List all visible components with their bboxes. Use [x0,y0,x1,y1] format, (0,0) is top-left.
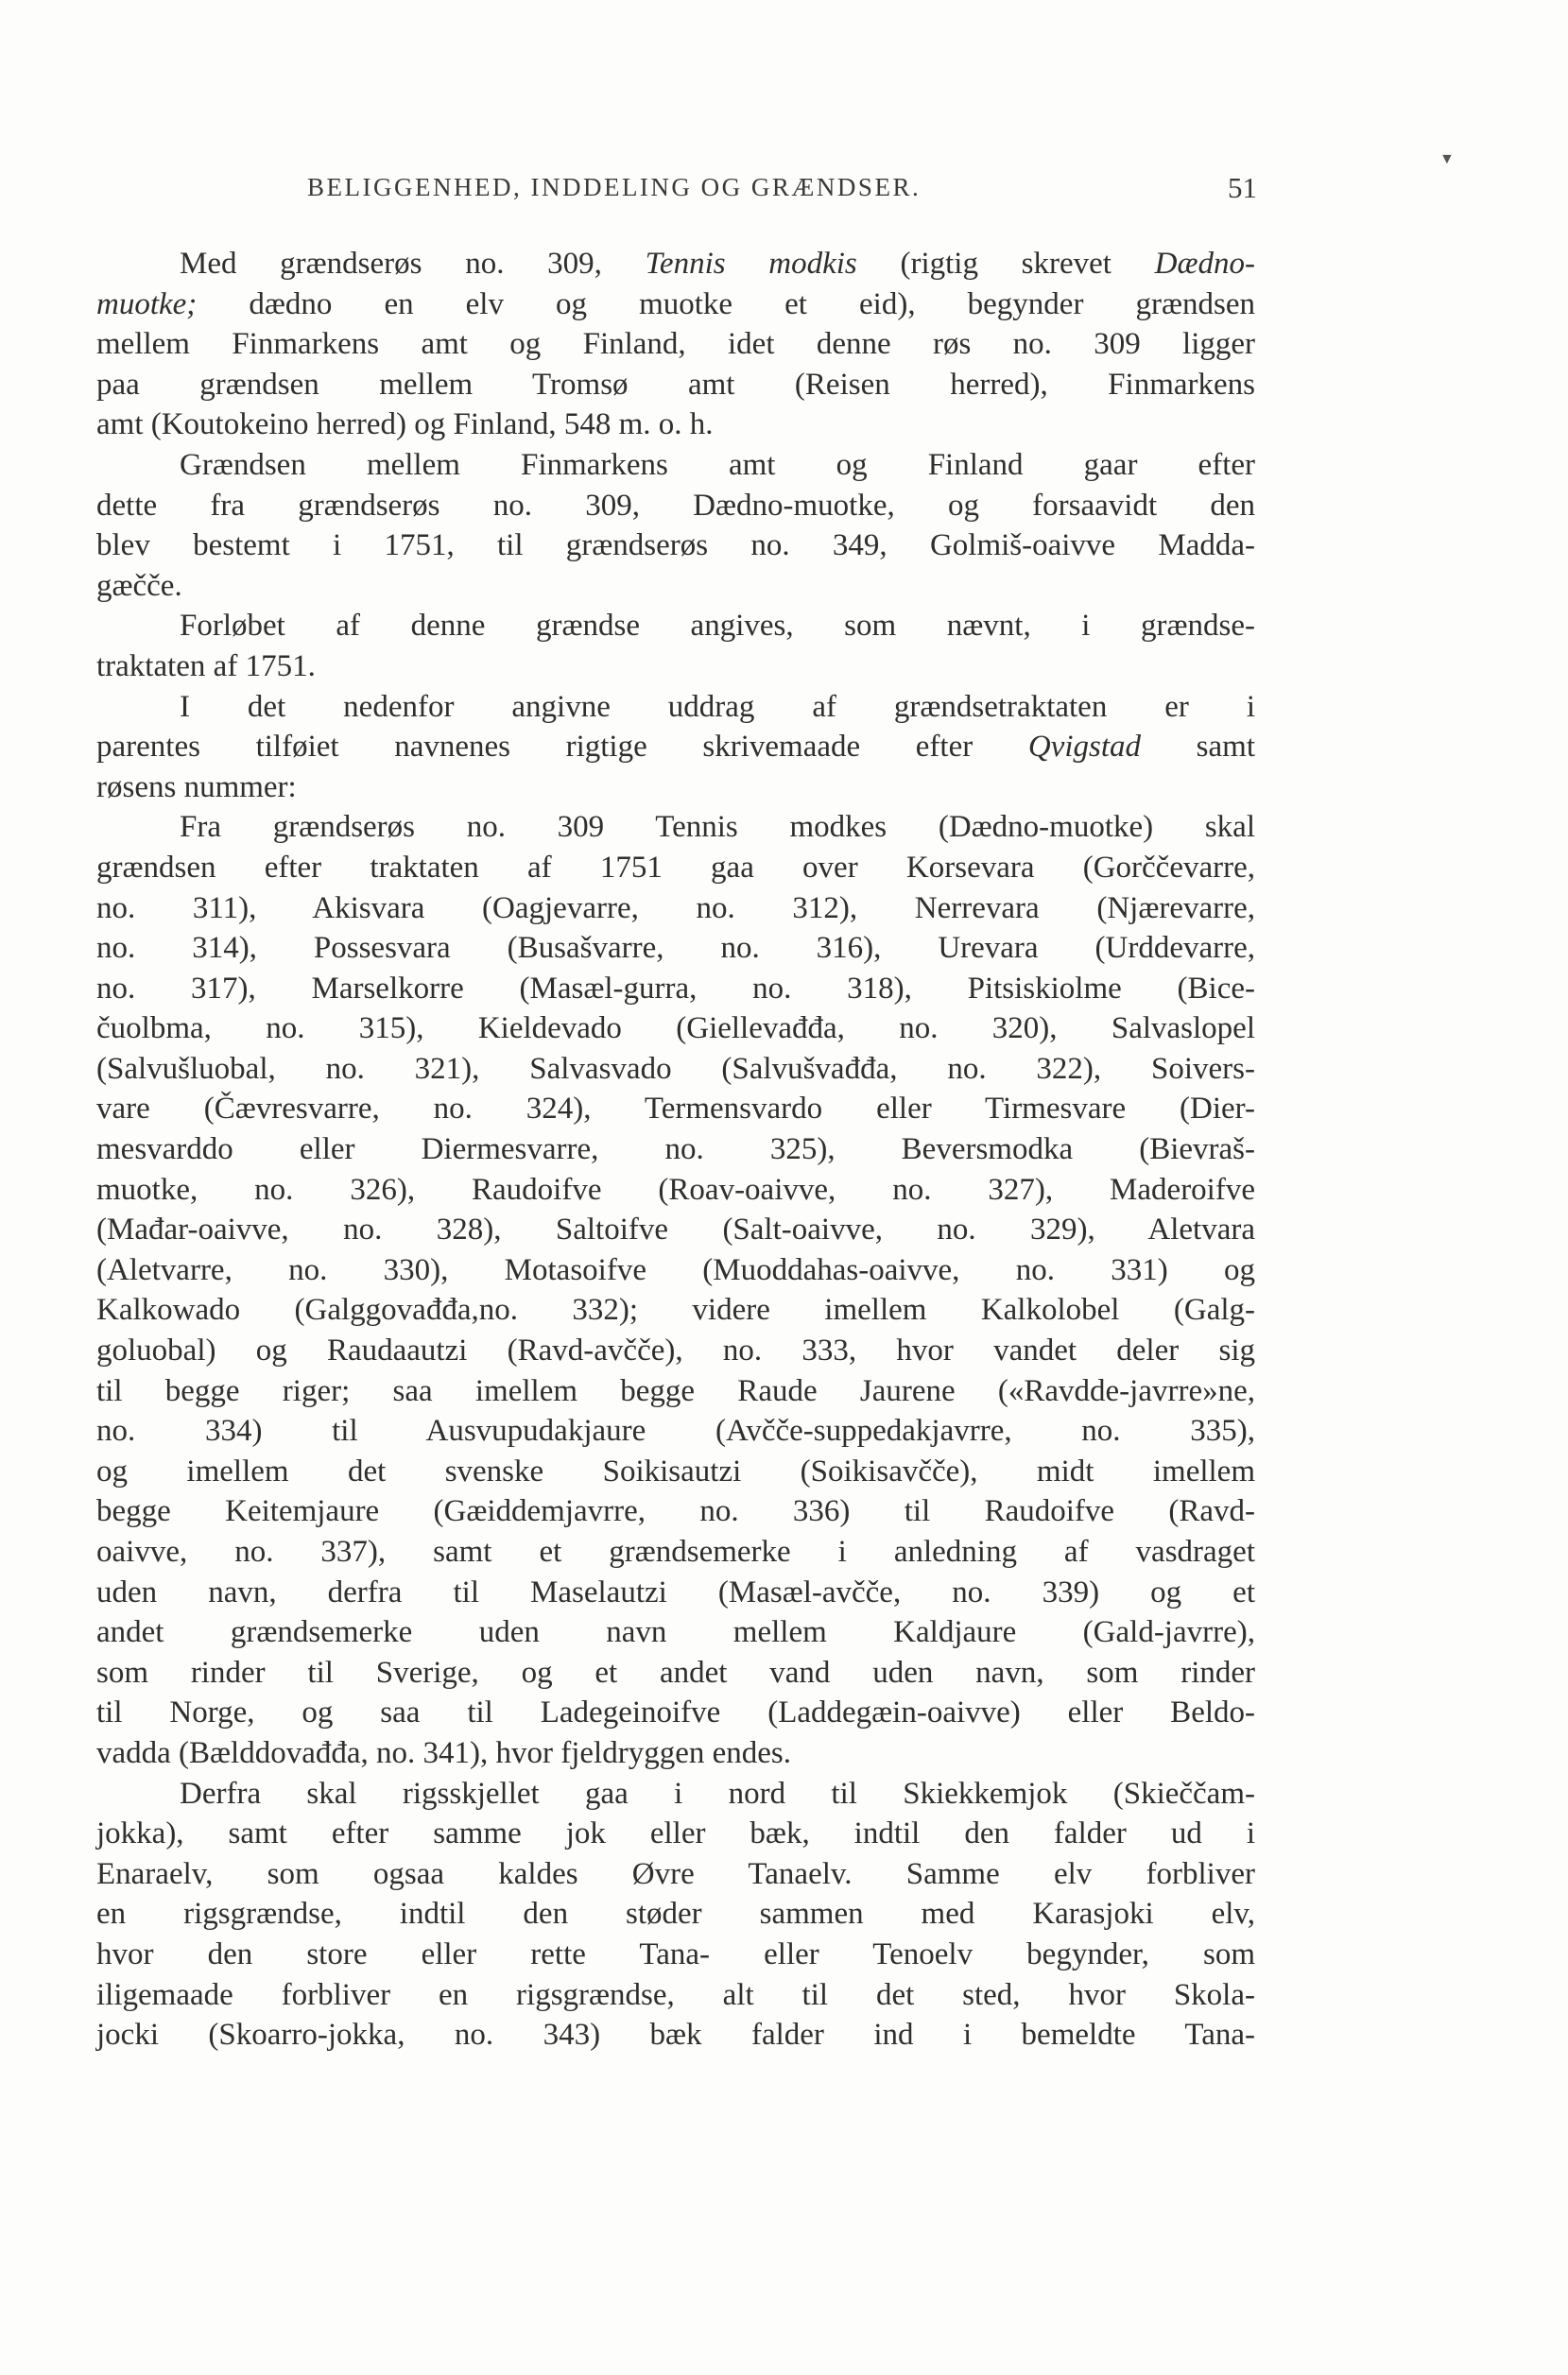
text-line [96,767,1255,808]
corner-mark: ▼ [1439,151,1455,167]
text-line [96,324,1255,365]
italic-text: Dædno- [1154,247,1255,281]
text-line [96,1049,1255,1090]
line-text: dette fra grændserøs no. 309, Dædno-muotke, og forsaavidt den [96,488,1255,523]
line-text: en rigsgrændse, indtil den støder sammen med Karasjoki elv, [96,1897,1255,1932]
text-line [96,1210,1255,1250]
line-text: Derfra skal rigsskjellet gaa i nord til Skiekkemjok (Skieččam- [180,1776,1255,1811]
line-text: traktaten af 1751. [96,648,316,683]
text-line [96,646,1255,687]
text-line [96,1250,1255,1291]
text-line [96,928,1255,969]
text-line [96,1612,1255,1653]
paragraph [96,807,1255,1773]
line-text: čuolbma, no. 315), Kieldevado (Giellevađđa, no. 320), Salvaslopel [96,1011,1255,1046]
line-text: (rigtig skrevet [856,247,1155,281]
line-text: mesvarddo eller Diermesvarre, no. 325), Beversmodka (Bievraš- [96,1132,1255,1167]
text-line [96,1854,1255,1895]
line-text: blev bestemt i 1751, til grændserøs no. 349, Golmiš-oaivve Madda- [96,528,1255,563]
line-text: som rinder til Sverige, og et andet vand uden navn, som rinder [96,1655,1255,1690]
text-line [96,1371,1255,1412]
line-text: no. 334) til Ausvupudakjaure (Avčče-suppedakjavrre, no. 335), [96,1414,1255,1449]
line-text: muotke, no. 326), Raudoifve (Roav-oaivve, no. 327), Maderoifve [96,1172,1255,1207]
line-text: parentes tilføiet navnenes rigtige skrivemaade efter [96,730,1028,765]
paragraph [96,1774,1255,2056]
text-line [96,284,1255,325]
italic-text: Qvigstad [1027,730,1142,765]
text-line [96,807,1255,848]
text-line [96,969,1255,1009]
text-line [96,848,1255,888]
line-text: jokka), samt efter samme jok eller bæk, indtil den falder ud i [96,1816,1255,1851]
italic-text: muotke; [96,286,198,321]
line-text: røsens nummer: [96,769,297,804]
text-line [96,1331,1255,1371]
text-line [96,1894,1255,1935]
line-text: I det nedenfor angivne uddrag af grændsetraktaten er i [180,689,1255,724]
text-line [96,1089,1255,1129]
line-text: andet grændsemerke uden navn mellem Kaldjaure (Gald-javrre), [96,1615,1255,1650]
line-text: jocki (Skoarro-jokka, no. 343) bæk falder ind i bemeldte Tana- [96,2018,1255,2053]
line-text: no. 314), Possesvara (Busašvarre, no. 316), Urevara (Urddevarre, [96,931,1255,966]
text-line [96,404,1255,445]
text-line [96,727,1255,767]
paragraph [96,606,1255,686]
line-text: Kalkowado (Galggovađđa,no. 332); videre imellem Kalkolobel (Galg- [96,1293,1255,1328]
line-text: (Salvušluobal, no. 321), Salvasvado (Salvušvađđa, no. 322), Soivers- [96,1051,1255,1086]
line-text: til begge riger; saa imellem begge Raude Jaurene («Ravdde-javrre»ne, [96,1373,1255,1408]
text-line [96,525,1255,566]
text-line [96,1774,1255,1815]
line-text: mellem Finmarkens amt og Finland, idet denne røs no. 309 ligger [96,327,1255,362]
text-line [96,445,1255,486]
line-text: vare (Čævresvarre, no. 324), Termensvardo eller Tirmesvare (Dier- [96,1092,1255,1127]
text-line [96,1452,1255,1492]
text-line [96,486,1255,526]
line-text: og imellem det svenske Soikisautzi (Soikisavčče), midt imellem [96,1454,1255,1489]
line-text: vadda (Bælddovađđa, no. 341), hvor fjeldryggen endes. [96,1735,791,1770]
text-line [96,244,1255,284]
line-text: Grændsen mellem Finmarkens amt og Finland gaar efter [180,447,1255,482]
text-line [96,566,1255,607]
text-line [96,1693,1255,1733]
line-text: paa grændsen mellem Tromsø amt (Reisen herred), Finmarkens [96,367,1255,402]
line-text: amt (Koutokeino herred) og Finland, 548 m. o. h. [96,407,714,442]
line-text: samt [1141,730,1255,765]
text-line [96,1573,1255,1613]
text-line [96,1935,1255,1975]
text-line [96,1170,1255,1211]
paragraph [96,445,1255,606]
line-text: Fra grændserøs no. 309 Tennis modkes (Dædno-muotke) skal [180,810,1255,845]
text-line [96,1008,1255,1049]
paragraph [96,244,1255,445]
line-text: Enaraelv, som ogsaa kaldes Øvre Tanaelv. Samme elv forbliver [96,1856,1255,1891]
text-line [96,1532,1255,1573]
line-text: uden navn, derfra til Maselautzi (Masæl-avčče, no. 339) og et [96,1575,1255,1609]
line-text: no. 311), Akisvara (Oagjevarre, no. 312), Nerrevara (Njærevarre, [96,890,1255,925]
text-line [96,1290,1255,1331]
text-line [96,888,1255,929]
line-text: begge Keitemjaure (Gæiddemjavrre, no. 336) til Raudoifve (Ravd- [96,1494,1255,1529]
text-line [96,1653,1255,1694]
body-text [96,244,1255,2056]
line-text: Med grændserøs no. 309, [180,247,646,281]
line-text: grændsen efter traktaten af 1751 gaa over Korsevara (Gorččevarre, [96,850,1255,885]
line-text: goluobal) og Raudaautzi (Ravd-avčče), no. 333, hvor vandet deler sig [96,1334,1255,1368]
line-text: (Aletvarre, no. 330), Motasoifve (Muoddahas-oaivve, no. 331) og [96,1252,1255,1287]
text-line [96,606,1255,646]
paragraph [96,687,1255,808]
text-line [96,1975,1255,2016]
text-line [96,1129,1255,1170]
page-header [180,173,1257,211]
line-text: hvor den store eller rette Tana- eller Tenoelv begynder, som [96,1936,1255,1971]
line-text: Forløbet af denne grændse angives, som nævnt, i grændse- [180,609,1255,644]
page-number: 51 [1228,171,1257,204]
text-line [96,365,1255,405]
line-text: dædno en elv og muotke et eid), begynder grændsen [197,286,1255,321]
text-line [96,687,1255,728]
line-text: no. 317), Marselkorre (Masæl-gurra, no. 318), Pitsiskiolme (Bice- [96,971,1255,1006]
text-line [96,1814,1255,1854]
line-text: oaivve, no. 337), samt et grændsemerke i anledning af vasdraget [96,1535,1255,1569]
line-text: til Norge, og saa til Ladegeinoifve (Laddegæin-oaivve) eller Beldo- [96,1695,1255,1730]
line-text: iligemaade forbliver en rigsgrændse, alt til det sted, hvor Skola- [96,1977,1255,2012]
text-line [96,1733,1255,1774]
text-line [96,1411,1255,1452]
line-text: gæčče. [96,568,182,603]
text-line [96,1491,1255,1532]
line-text: (Mađar-oaivve, no. 328), Saltoifve (Salt-oaivve, no. 329), Aletvara [96,1213,1255,1248]
italic-text: Tennis modkis [645,247,857,281]
running-head: BELIGGENHED, INDDELING OG GRÆNDSER. [307,173,922,201]
text-line [96,2015,1255,2056]
